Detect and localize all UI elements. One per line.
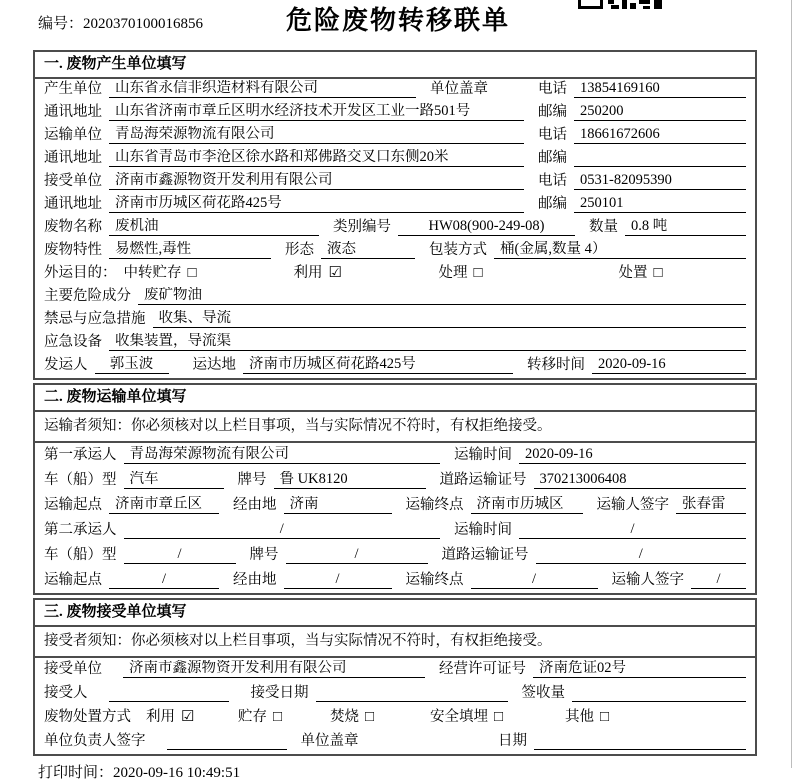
row-transporter (35, 125, 755, 148)
receiver-label: 接受单位 (44, 173, 102, 189)
disposal-use-label: 利用 (146, 709, 175, 725)
road-permit-label: 道路运输证号 (441, 547, 529, 563)
transporter-label: 运输单位 (44, 127, 102, 143)
receiver-notice: 接受者须知：你必须核对以上栏目事项，当与实际情况不符时，有权拒绝接受。 (35, 627, 755, 658)
address-label: 通讯地址 (44, 196, 102, 212)
phone-label: 电话 (538, 127, 567, 143)
disposal-burn-label: 焚烧 (330, 709, 359, 725)
carrier1-value: 青岛海荣源物流有限公司 (124, 446, 441, 464)
address-label: 通讯地址 (44, 104, 102, 120)
waste-name-label: 废物名称 (44, 219, 102, 235)
destination-value: 济南市历城区荷花路425号 (243, 356, 513, 374)
terminus-label: 运输终点 (405, 497, 464, 513)
producer-value: 山东省永信非织造材料有限公司 (109, 80, 416, 98)
road-permit1-value: 370213006408 (534, 471, 747, 489)
transport-time-label: 运输时间 (454, 447, 512, 463)
checkbox-unchecked-icon: □ (273, 709, 283, 725)
row-vehicle1 (35, 468, 755, 493)
vehicle-label: 车（船）型 (44, 547, 117, 563)
print-time-label: 打印时间： (38, 765, 114, 781)
checkbox-checked-icon: ☑ (181, 709, 195, 725)
print-time-value: 2020-09-16 10:49:51 (113, 765, 241, 781)
checkbox-unchecked-icon: □ (494, 709, 504, 725)
section-producer (33, 50, 757, 380)
road-permit-label: 道路运输证号 (439, 472, 527, 488)
purpose-option-use (294, 265, 439, 282)
disposal-store-label: 贮存 (238, 709, 267, 725)
manager-sign-label: 单位负责人签字 (44, 733, 146, 749)
disposal-option-use (146, 709, 238, 726)
origin-label: 运输起点 (44, 497, 102, 513)
carrier2-label: 第二承运人 (44, 522, 117, 538)
packaging-value: 桶(金属,数量 4） (494, 241, 746, 259)
disposal-option-burn (330, 709, 430, 726)
checkbox-checked-icon: ☑ (328, 265, 342, 281)
row-receiver (35, 171, 755, 194)
document-header (0, 0, 796, 50)
page-title: 危险废物转移联单 (285, 6, 510, 35)
terminus2-value: / (471, 571, 598, 589)
row-hazard (35, 286, 755, 309)
purpose-transfer-label: 中转贮存 (123, 265, 182, 281)
waste-name-value: 废机油 (109, 218, 319, 236)
plate2-value: / (286, 546, 428, 564)
row-acceptor (35, 682, 755, 706)
row-transporter-address (35, 148, 755, 171)
row-producer-address (35, 102, 755, 125)
plate1-value: 鲁 UK8120 (274, 471, 426, 489)
via2-value: / (284, 571, 392, 589)
transfer-time-label: 转移时间 (527, 357, 585, 373)
vehicle1-value: 汽车 (124, 471, 224, 489)
transporter-address-value: 山东省青岛市李沧区徐水路和郑佛路交叉口东侧20米 (109, 149, 524, 167)
transporter-value: 青岛海荣源物流有限公司 (109, 126, 524, 144)
receiver-value: 济南市鑫源物资开发利用有限公司 (109, 172, 524, 190)
address-label: 通讯地址 (44, 150, 102, 166)
purpose-use-label: 利用 (293, 265, 323, 281)
seal-label: 单位盖章 (300, 733, 359, 749)
accept-date-value (316, 701, 508, 702)
equipment-value: 收集装置，导流渠 (109, 333, 746, 351)
row-manager-sign (35, 730, 755, 754)
row-producer (35, 79, 755, 102)
zip-label: 邮编 (538, 104, 567, 120)
taboo-label: 禁忌与应急措施 (44, 311, 146, 327)
road-permit2-value: / (536, 546, 747, 564)
terminus-label: 运输终点 (405, 572, 464, 588)
row-accept-unit (35, 658, 755, 682)
zip-label: 邮编 (538, 150, 567, 166)
quantity-value: 0.8 吨 (625, 218, 746, 236)
characteristics-label: 废物特性 (44, 242, 102, 258)
row-disposal (35, 706, 755, 730)
producer-zip-value: 250200 (574, 103, 746, 121)
manifest-form (33, 50, 757, 756)
checkbox-unchecked-icon: □ (365, 709, 375, 725)
transfer-time-value: 2020-09-16 (592, 356, 746, 374)
serial-value: 2020370100016856 (83, 16, 204, 32)
row-equipment (35, 332, 755, 355)
origin2-value: / (109, 571, 219, 589)
consignor-label: 发运人 (44, 357, 88, 373)
hazard-label: 主要危险成分 (44, 288, 131, 304)
row-route1 (35, 493, 755, 518)
receiver-zip-value: 250101 (574, 195, 746, 213)
carrier2-time-value: / (519, 521, 746, 539)
checkbox-unchecked-icon: □ (187, 265, 197, 281)
accept-unit-value: 济南市鑫源物资开发利用有限公司 (123, 660, 425, 678)
permit-label: 经营许可证号 (439, 661, 526, 677)
section-transporter (33, 383, 757, 595)
section-receiver-title: 三. 废物接受单位填写 (35, 600, 755, 627)
purpose-treat-label: 处理 (438, 265, 468, 281)
accept-unit-label: 接受单位 (44, 661, 102, 677)
form-value: 液态 (321, 241, 415, 259)
received-qty-value (572, 701, 746, 702)
carrier2-value: / (124, 521, 441, 539)
purpose-option-dispose (619, 265, 663, 282)
checkbox-unchecked-icon: □ (600, 709, 610, 725)
via-label: 经由地 (233, 572, 277, 588)
row-carrier2 (35, 518, 755, 543)
manager-sign-value (167, 749, 287, 750)
zip-label: 邮编 (538, 196, 567, 212)
disposal-option-landfill (430, 709, 565, 726)
consignor-value: 郭玉波 (95, 356, 169, 374)
row-characteristics (35, 240, 755, 263)
row-taboo (35, 309, 755, 332)
row-carrier1 (35, 443, 755, 468)
disposal-landfill-label: 安全填埋 (430, 709, 488, 725)
equipment-label: 应急设备 (44, 334, 102, 350)
disposal-option-store (238, 709, 330, 726)
row-waste-name (35, 217, 755, 240)
carrier1-label: 第一承运人 (44, 447, 117, 463)
phone-label: 电话 (538, 173, 567, 189)
seal-label: 单位盖章 (430, 81, 488, 97)
date-label: 日期 (498, 733, 527, 749)
via1-value: 济南 (284, 496, 392, 514)
plate-label: 牌号 (249, 547, 279, 563)
accept-date-label: 接受日期 (250, 685, 309, 701)
category-value: HW08(900-249-08) (398, 218, 575, 236)
disposal-label: 废物处置方式 (44, 709, 131, 725)
producer-label: 产生单位 (44, 81, 102, 97)
carrier-sign-label: 运输人签字 (596, 497, 669, 513)
purpose-option-treat (439, 265, 619, 282)
destination-label: 运达地 (192, 357, 236, 373)
plate-label: 牌号 (237, 472, 267, 488)
transporter-phone-value: 18661672606 (574, 126, 746, 144)
checkbox-unchecked-icon: □ (473, 265, 483, 281)
received-qty-label: 签收量 (521, 685, 565, 701)
transporter-zip-value (574, 166, 746, 167)
carrier-sign2-value: / (691, 571, 746, 589)
origin1-value: 济南市章丘区 (109, 496, 219, 514)
via-label: 经由地 (233, 497, 277, 513)
receiver-address-value: 济南市历城区荷花路425号 (109, 195, 524, 213)
date-value (534, 749, 746, 750)
producer-phone-value: 13854169160 (574, 80, 746, 98)
taboo-value: 收集、导流 (153, 310, 747, 328)
row-consignor (35, 355, 755, 378)
packaging-label: 包装方式 (429, 242, 487, 258)
section-receiver (33, 598, 757, 756)
purpose-option-transfer-storage (124, 265, 294, 282)
disposal-option-other (565, 709, 609, 726)
section-transporter-title: 二. 废物运输单位填写 (35, 385, 755, 412)
form-label: 形态 (285, 242, 314, 258)
purpose-dispose-label: 处置 (618, 265, 648, 281)
characteristics-value: 易燃性,毒性 (109, 241, 271, 259)
transport-time-label: 运输时间 (454, 522, 512, 538)
section-producer-title: 一. 废物产生单位填写 (35, 52, 755, 79)
vehicle-label: 车（船）型 (44, 472, 117, 488)
receiver-phone-value: 0531-82095390 (574, 172, 746, 190)
serial-number (38, 12, 203, 33)
origin-label: 运输起点 (44, 572, 102, 588)
hazard-value: 废矿物油 (138, 287, 746, 305)
row-receiver-address (35, 194, 755, 217)
purpose-label: 外运目的： (44, 265, 117, 281)
permit-value: 济南危证02号 (533, 660, 746, 678)
carrier1-time-value: 2020-09-16 (519, 446, 746, 464)
checkbox-unchecked-icon: □ (653, 265, 663, 281)
producer-address-value: 山东省济南市章丘区明水经济技术开发区工业一路501号 (109, 103, 524, 121)
disposal-other-label: 其他 (565, 709, 594, 725)
row-purpose (35, 263, 755, 286)
carrier-sign-label: 运输人签字 (611, 572, 684, 588)
vehicle2-value: / (124, 546, 236, 564)
print-time (38, 761, 796, 782)
phone-label: 电话 (538, 81, 567, 97)
acceptor-value (109, 701, 229, 702)
acceptor-label: 接受人 (44, 685, 88, 701)
quantity-label: 数量 (589, 219, 618, 235)
terminus1-value: 济南市历城区 (471, 496, 583, 514)
carrier-sign1-value: 张春雷 (676, 496, 746, 514)
transporter-notice: 运输者须知：你必须核对以上栏目事项，当与实际情况不符时，有权拒绝接受。 (35, 412, 755, 443)
row-vehicle2 (35, 543, 755, 568)
serial-label: 编号： (38, 16, 84, 32)
row-route2 (35, 568, 755, 593)
category-label: 类别编号 (333, 219, 391, 235)
page-edge-line (791, 0, 792, 768)
